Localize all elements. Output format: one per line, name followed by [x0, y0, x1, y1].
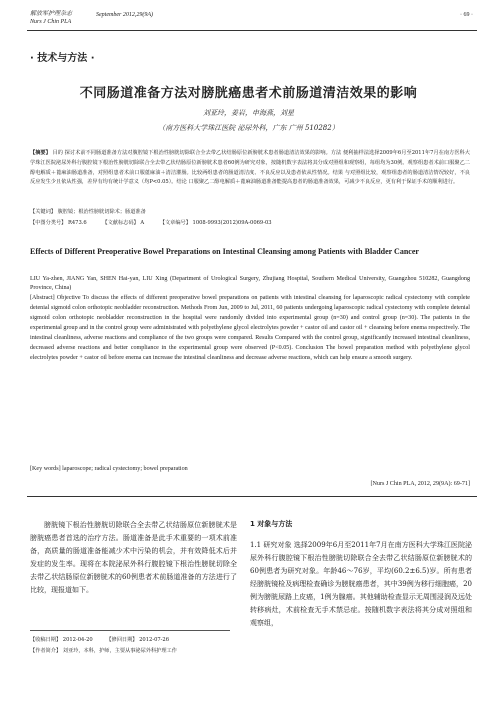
section-label: · 技术与方法 ·	[30, 53, 95, 64]
affiliation: （南方医科大学珠江医院 泌尿外科，广东 广州 510282）	[158, 124, 339, 132]
received-date: 【收稿日期】 2012-04-20	[30, 637, 93, 643]
footnote-dates	[30, 636, 181, 643]
document-code: 【文献标志码】 A	[102, 220, 145, 226]
revised-date: 【修回日期】 2012-07-26	[106, 637, 170, 643]
author-bio: 【作者简介】 刘亚玲，本科，护师，主要从事泌尿外科护理工作	[30, 648, 177, 654]
keywords-cn: 【关键词】 腹腔镜；根治性膀胱切除术；肠道准备	[30, 209, 146, 215]
journal-name-cn: 解放军护理杂志	[30, 11, 73, 17]
methods-paragraph: 1.1 研究对象 选择2009年6月至2011年7月在南方医科大学珠江医院泌尿外科行腹腔镜下根治性膀胱切除联合全去带乙状结肠原位新膀胱术的60例患者为研究对象。年龄46～76岁，平均(60.2±6.5)岁。所有患者经膀胱镜检及病理检查确诊为膀胱癌患者，其中39例为移行细胞癌，20例为膀胱尿路上皮癌，1例为腺癌。其他辅助检查显示无周围浸润及远处转移病灶，术前检查无手术禁忌症。按随机数字表法将其分成对照组和观察组，	[250, 541, 472, 627]
classification-line	[30, 219, 470, 228]
english-abstract: [Abstract] Objective To discuss the effects of different preoperative bowel preparations on patients with intestinal cleansing for laparoscopic radical cystectomy with complete detenial sigmoid colon orthotopic neobladder reconstruction. Methods From Jun, 2009 to Jul, 2011, 60 patients undergoing laparoscopic radical cystectomy with complete detenial sigmoid colon orthotopic neobladder reconstruction in the hospital were randomly divided into experimental group (n=30) and control group (n=30). The patients in the experimental group and in the control group were administrated with polyethylene glycol electrolytes powder + castor oil and castor oil + cleansing before enema respectively. The intestinal cleanliness, adverse reactions and compliance of the two groups were compared. Results Compared with the control group, significantly increased intestinal cleanliness, decreased adverse reactions and better compliance in the experimental group were observed (P<0.05). Conclusion The bowel preparation method with polyethylene glycol electrolytes powder + castor oil before enema can increase the intestinal cleanliness and decrease adverse reactions, which can help ensure a smooth surgery.	[30, 295, 470, 361]
article-title: 不同肠道准备方法对膀胱癌患者术前肠道清洁效果的影响	[79, 86, 418, 101]
header-rule	[27, 30, 477, 31]
journal-name-en: Nurs J Chin PLA	[30, 19, 72, 25]
english-authors: LIU Ya-zhen, JIANG Yan, SHEN Hai-yan, LIU Xing (Department of Urological Surgery, Zhujiang Hospital, Southern Medical University, Guangzhou 510282, Guangdong Province, China)	[30, 276, 470, 291]
clc-number: 【中图分类号】 R473.6	[30, 220, 87, 226]
article-id: 【文章编号】 1008-9993(2012)09A-0069-03	[159, 220, 272, 226]
section-heading: 1 对象与方法	[250, 520, 293, 528]
journal-name	[30, 10, 72, 26]
english-keywords: [Key words] laparoscope; radical cystectomy; bowel preparation	[30, 466, 188, 472]
abstract-cn-text: 目的 探讨术前不同肠道准备方法对腹腔镜下根治性膀胱切除联合全去带乙状结肠原位新膀胱术患者肠道清洁效果的影响。方法 便利抽样法选择2009年6月至2011年7月在南方医科大学珠江医院泌尿外科行腹腔镜下根治性膀胱切除联合全去带乙状结肠原位新膀胱术患者60例为研究对象，按随机数字表法将其分成对照组和观察组，每组均为30例。观察组患者术前口服聚乙二醇电解质＋蓖麻油肠道准备，对照组患者术前口服蓖麻油＋清洁灌肠。比较两组患者的肠道清洁度、不良反应以及患者依从性情况。结果 与对照组比较，观察组患者的肠道清洁情况较好，不良反应发生少且依从性强，差异有均有统计学意义（均P<0.05）。结论 口服聚乙二醇电解质＋蓖麻油肠道准备能提高患者的肠道准备效果，可减少不良反应，更有利于保证手术的顺利进行。	[30, 150, 470, 186]
abstract-cn-label: 【摘要】	[30, 150, 51, 156]
author-list: 刘亚玲，姜岩，申海燕，刘星	[203, 109, 294, 117]
page-number: · 69 ·	[460, 12, 473, 18]
abstract-cn	[30, 149, 470, 188]
issue-date: September 2012,29(9A)	[96, 12, 153, 18]
english-title: Effects of Different Preoperative Bowel Preparations on Intestinal Cleansing among Patients with Bladder Cancer	[30, 247, 419, 256]
abstract-rule	[27, 496, 477, 497]
intro-paragraph: 膀胱镜下根治性膀胱切除联合全去带乙状结肠原位新膀胱术是膀胱癌患者首选的治疗方法。肠道准备是此手术重要的一项术前准备，高质量的肠道准备能减少术中污染的机会，并有效降低术后并发症的发生率。现将在本院泌尿外科行腹腔镜下根治性膀胱切除全去带乙状结肠原位新膀胱术的60例患者术前肠道准备的方法进行了比较，现报道如下。	[30, 521, 237, 594]
english-citation: [Nurs J Chin PLA, 2012, 29(9A): 69-71]	[370, 481, 470, 487]
footnote-rule	[30, 630, 230, 631]
